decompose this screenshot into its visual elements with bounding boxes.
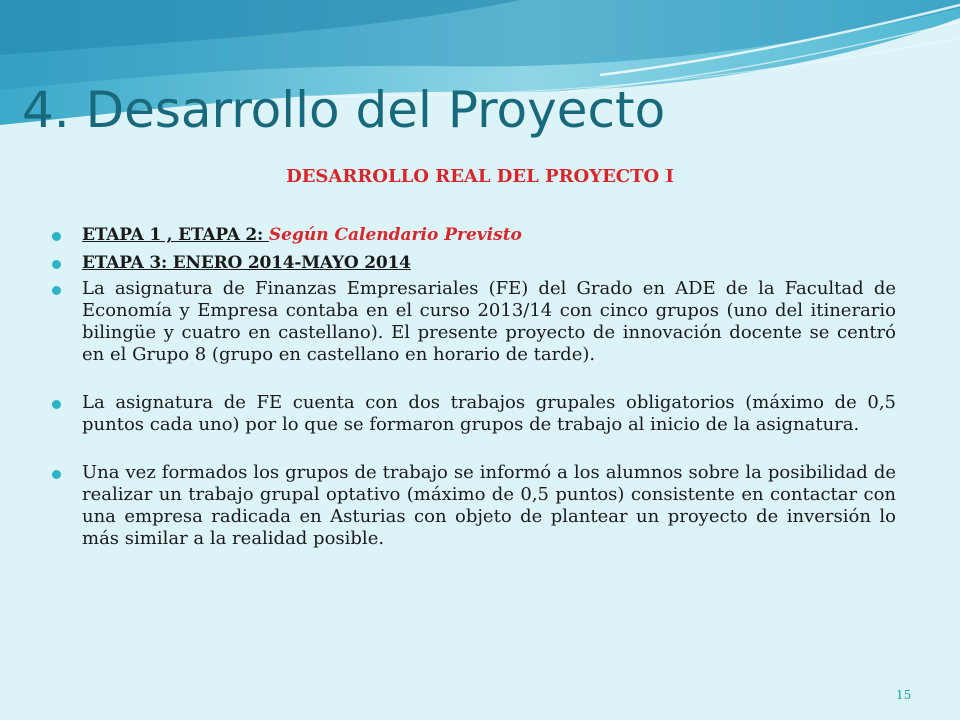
list-item-paragraph-2: La asignatura de FE cuenta con dos trabajos grupales obligatorios (máximo de 0,5 puntos cada uno) por lo que se formaron grupos de trabajo al inicio de la asignatura.: [52, 392, 896, 436]
etapa-3-label: ETAPA 3: ENERO 2014-MAYO 2014: [82, 253, 411, 273]
bullet-list: [52, 222, 896, 550]
etapa-1-2-label: ETAPA 1 , ETAPA 2:: [82, 225, 269, 245]
list-item-paragraph-3: Una vez formados los grupos de trabajo se informó a los alumnos sobre la posibilidad de realizar un trabajo grupal optativo (máximo de 0,5 puntos) consistente en contactar con una empresa radicada en Asturias con objeto de plantear un proyecto de inversión lo más similar a la realidad posible.: [52, 462, 896, 550]
list-item-etapa-3: [52, 252, 896, 274]
list-item-etapa-1-2: [52, 224, 896, 246]
slide-title: 4. Desarrollo del Proyecto: [22, 81, 666, 139]
etapa-1-2-value: Según Calendario Previsto: [268, 225, 522, 245]
list-item-paragraph-1: La asignatura de Finanzas Empresariales (FE) del Grado en ADE de la Facultad de Economía y Empresa contaba en el curso 2013/14 con cinco grupos (uno del itinerario bilingüe y cuatro en castellano). El presente proyecto de innovación docente se centró en el Grupo 8 (grupo en castellano en horario de tarde).: [52, 278, 896, 366]
page-number: 15: [896, 688, 912, 702]
slide-subtitle: DESARROLLO REAL DEL PROYECTO I: [286, 166, 674, 187]
